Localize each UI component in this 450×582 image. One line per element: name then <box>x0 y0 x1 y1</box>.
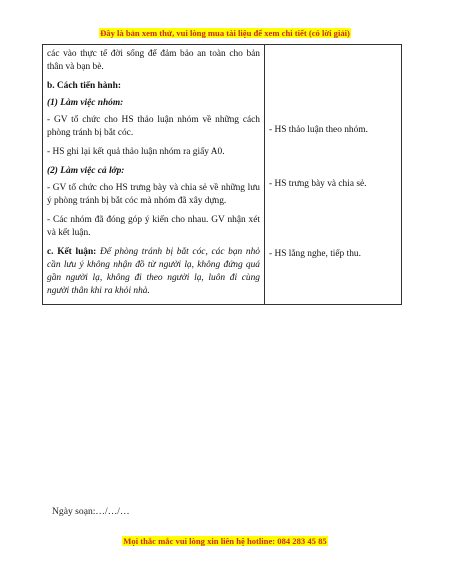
conclusion-label: c. Kết luận: <box>47 247 97 257</box>
group-work-paragraph-1: - GV tổ chức cho HS thảo luận nhóm về những cách phòng tránh bị bắt cóc. <box>47 115 260 138</box>
teacher-activities-cell <box>43 45 265 305</box>
group-work-paragraph-2: - HS ghi lại kết quả thảo luận nhóm ra giấy A0. <box>47 147 225 157</box>
student-activity-2: - HS trưng bày và chia sẻ. <box>269 179 367 189</box>
conclusion-text: Để phòng tránh bị bắt cóc, các bạn nhỏ cần lưu ý không nhận đồ từ người lạ, không đứng quá gần người lạ, không đi theo người lạ, luôn đi cùng người thân khi ra khỏi nhà. <box>47 247 260 296</box>
class-work-paragraph-2: - Các nhóm đã đóng góp ý kiến cho nhau. GV nhận xét và kết luận. <box>47 215 260 238</box>
intro-paragraph: các vào thực tế đời sống để đảm bảo an toàn cho bản thân và bạn bè. <box>47 49 260 72</box>
student-activity-3: - HS lắng nghe, tiếp thu. <box>269 249 361 259</box>
lesson-table <box>42 44 402 305</box>
hotline-banner-text: Mọi thắc mắc vui lòng xin liên hệ hotline: 084 283 45 85 <box>123 536 327 546</box>
group-work-heading: (1) Làm việc nhóm: <box>47 98 124 108</box>
section-b-heading: b. Cách tiến hành: <box>47 81 121 91</box>
table-row <box>43 45 402 305</box>
hotline-banner <box>0 536 450 546</box>
conclusion-paragraph <box>47 246 260 298</box>
date-line: Ngày soạn:…/…/… <box>52 506 130 517</box>
class-work-paragraph-1: - GV tổ chức cho HS trưng bày và chia sẻ về những lưu ý phòng tránh bị bắt cóc mà nhóm đã xây dựng. <box>47 183 260 206</box>
class-work-heading: (2) Làm việc cả lớp: <box>47 166 125 176</box>
student-activities-cell <box>265 45 402 305</box>
preview-banner <box>0 28 450 38</box>
preview-banner-text: Đây là bản xem thử, vui lòng mua tài liệu để xem chi tiết (có lời giải) <box>100 28 350 38</box>
student-activity-1: - HS thảo luận theo nhóm. <box>269 125 368 135</box>
